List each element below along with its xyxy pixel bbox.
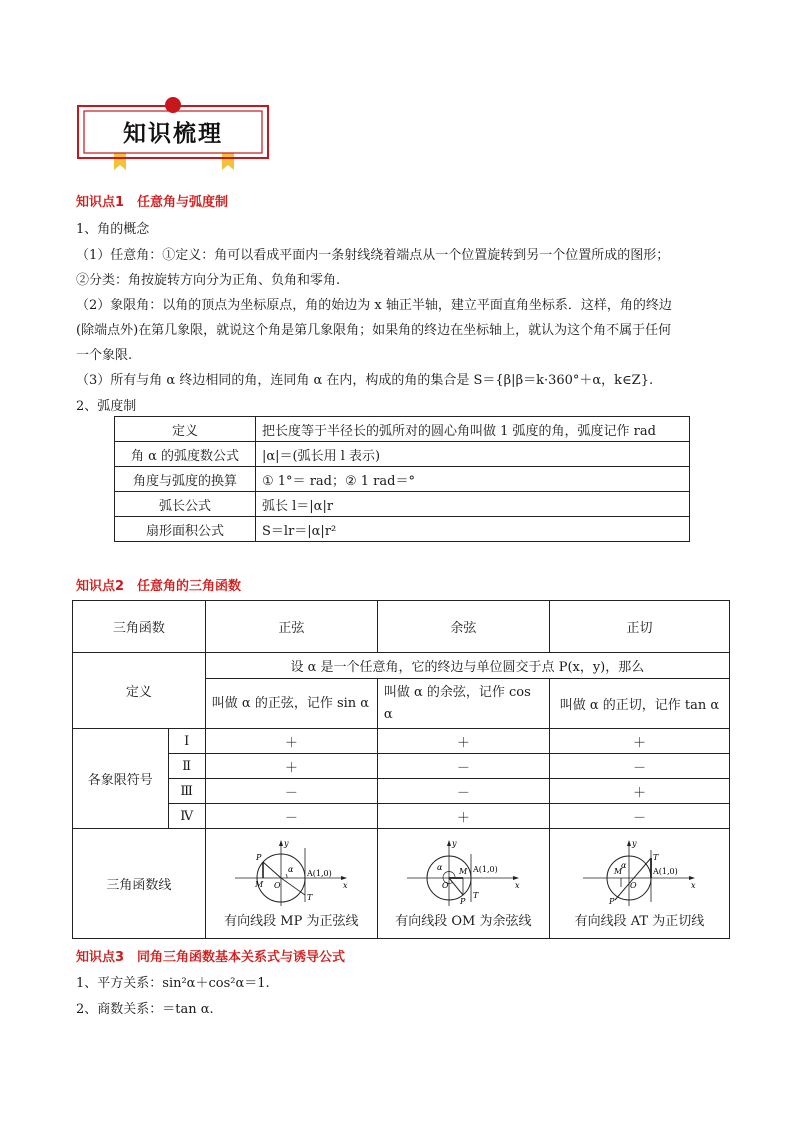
sign-tan: ＋ [549, 729, 729, 754]
banner-title: 知识梳理 [123, 121, 223, 147]
def-label: 定义 [73, 653, 206, 729]
section1-p2b: (除端点外)在第几象限，就说这个角是第几象限角；如果角的终边在坐标轴上，就认为这个角不属于任何 [76, 323, 672, 338]
tangent-line-cell [549, 829, 729, 939]
origin-label: O [274, 881, 281, 890]
section1-p2c: 一个象限. [76, 348, 133, 363]
point-t-label: T [307, 893, 313, 902]
table-row [73, 804, 730, 829]
quadrant-label: Ⅰ [168, 729, 205, 754]
point-p-label: P [460, 897, 466, 906]
caption-cos: 有向线段 OM 为余弦线 [395, 914, 532, 929]
header-tan: 正切 [549, 601, 729, 653]
axis-y-label: y [452, 839, 457, 848]
quadrant-label: Ⅲ [168, 779, 205, 804]
def-sin: 叫做 α 的正弦，记作 sin α [205, 679, 377, 729]
quadrant-label: Ⅳ [168, 804, 205, 829]
sign-sin: － [205, 804, 377, 829]
table-row [73, 779, 730, 804]
point-t-label: T [653, 853, 659, 862]
point-m-label: M [255, 880, 264, 889]
sine-line-cell [205, 829, 377, 939]
table-cell-content: ① 1°＝ rad；② 1 rad＝° [256, 467, 690, 492]
axis-x-label: x [691, 881, 696, 890]
table-cell-content: |α|＝(弧长用 l 表示) [256, 442, 690, 467]
origin-label: O [630, 881, 637, 890]
axis-x-label: x [515, 881, 520, 890]
sine-line-diagram [231, 838, 351, 908]
section3-l2: 2、商数关系：＝tan α. [76, 1002, 214, 1017]
section3-l1: 1、平方关系：sin²α＋cos²α＝1. [76, 976, 270, 991]
section1-heading: 知识点1 任意角与弧度制 [76, 195, 229, 210]
table-row [73, 601, 730, 653]
table-cell-label: 扇形面积公式 [115, 517, 256, 542]
table-cell-content: 把长度等于半径长的弧所对的圆心角叫做 1 弧度的角，弧度记作 rad [256, 417, 690, 442]
radian-table [114, 416, 690, 542]
cosine-line-cell [377, 829, 549, 939]
table-row [115, 442, 690, 467]
table-row [115, 467, 690, 492]
table-row [73, 653, 730, 679]
alpha-label: α [288, 865, 294, 874]
section2-heading: 知识点2 任意角的三角函数 [76, 579, 242, 594]
point-a-label: A(1,0) [653, 867, 679, 876]
cosine-line-diagram [403, 838, 523, 908]
sign-cos: ＋ [377, 729, 549, 754]
point-t-label: T [473, 891, 479, 900]
section1-sub1: 1、角的概念 [76, 222, 150, 237]
sign-cos: － [377, 779, 549, 804]
caption-tan: 有向线段 AT 为正切线 [574, 914, 705, 929]
axis-y-label: y [284, 839, 289, 848]
axis-y-label: y [632, 839, 637, 848]
section1-p1b: ②分类：角按旋转方向分为正角、负角和零角. [76, 273, 341, 288]
section1-p3: （3）所有与角 α 终边相同的角，连同角 α 在内，构成的角的集合是 S＝{β|β＝k·360°＋α，k∈Z}. [76, 373, 654, 388]
section3-heading: 知识点3 同角三角函数基本关系式与诱导公式 [76, 950, 346, 965]
alpha-label: α [437, 863, 443, 872]
table-row [115, 492, 690, 517]
trig-table [72, 600, 730, 939]
sign-tan: － [549, 804, 729, 829]
section1-p2a: （2）象限角：以角的顶点为坐标原点，角的始边为 x 轴正半轴，建立平面直角坐标系．这样，角的终边 [76, 298, 672, 313]
point-a-label: A(1,0) [307, 869, 333, 878]
point-p-label: P [609, 897, 615, 906]
point-m-label: M [459, 867, 468, 876]
table-row [115, 517, 690, 542]
point-p-label: P [256, 853, 262, 862]
sign-sin: ＋ [205, 729, 377, 754]
section1-sub2: 2、弧度制 [76, 399, 137, 414]
table-cell-label: 角度与弧度的换算 [115, 467, 256, 492]
caption-sin: 有向线段 MP 为正弦线 [224, 914, 359, 929]
table-cell-label: 定义 [115, 417, 256, 442]
table-row [73, 754, 730, 779]
table-row [73, 729, 730, 754]
sign-cos: － [377, 754, 549, 779]
header-sin: 正弦 [205, 601, 377, 653]
sign-sin: ＋ [205, 754, 377, 779]
line-label: 三角函数线 [73, 829, 206, 939]
def-tan: 叫做 α 的正切，记作 tan α [549, 679, 729, 729]
sign-cos: ＋ [377, 804, 549, 829]
point-a-label: A(1,0) [473, 865, 499, 874]
header-cos: 余弦 [377, 601, 549, 653]
table-cell-content: S＝lr＝|α|r² [256, 517, 690, 542]
section1-p1a: （1）任意角：①定义：角可以看成平面内一条射线绕着端点从一个位置旋转到另一个位置所成的图形； [76, 248, 670, 263]
knowledge-banner [76, 96, 270, 172]
sign-tan: ＋ [549, 779, 729, 804]
table-row [73, 829, 730, 939]
table-cell-label: 弧长公式 [115, 492, 256, 517]
table-cell-label: 角 α 的弧度数公式 [115, 442, 256, 467]
def-cos: 叫做 α 的余弦，记作 cos α [377, 679, 549, 729]
header-col0: 三角函数 [73, 601, 206, 653]
def-main: 设 α 是一个任意角，它的终边与单位圆交于点 P(x，y)，那么 [205, 653, 729, 679]
axis-x-label: x [343, 881, 348, 890]
sign-label: 各象限符号 [73, 729, 169, 829]
sign-sin: － [205, 779, 377, 804]
origin-label: O [442, 881, 449, 890]
tangent-line-diagram [579, 838, 699, 908]
point-m-label: M [614, 867, 623, 876]
quadrant-label: Ⅱ [168, 754, 205, 779]
sign-tan: － [549, 754, 729, 779]
alpha-label: α [621, 861, 627, 870]
table-row [115, 417, 690, 442]
table-cell-content: 弧长 l＝|α|r [256, 492, 690, 517]
